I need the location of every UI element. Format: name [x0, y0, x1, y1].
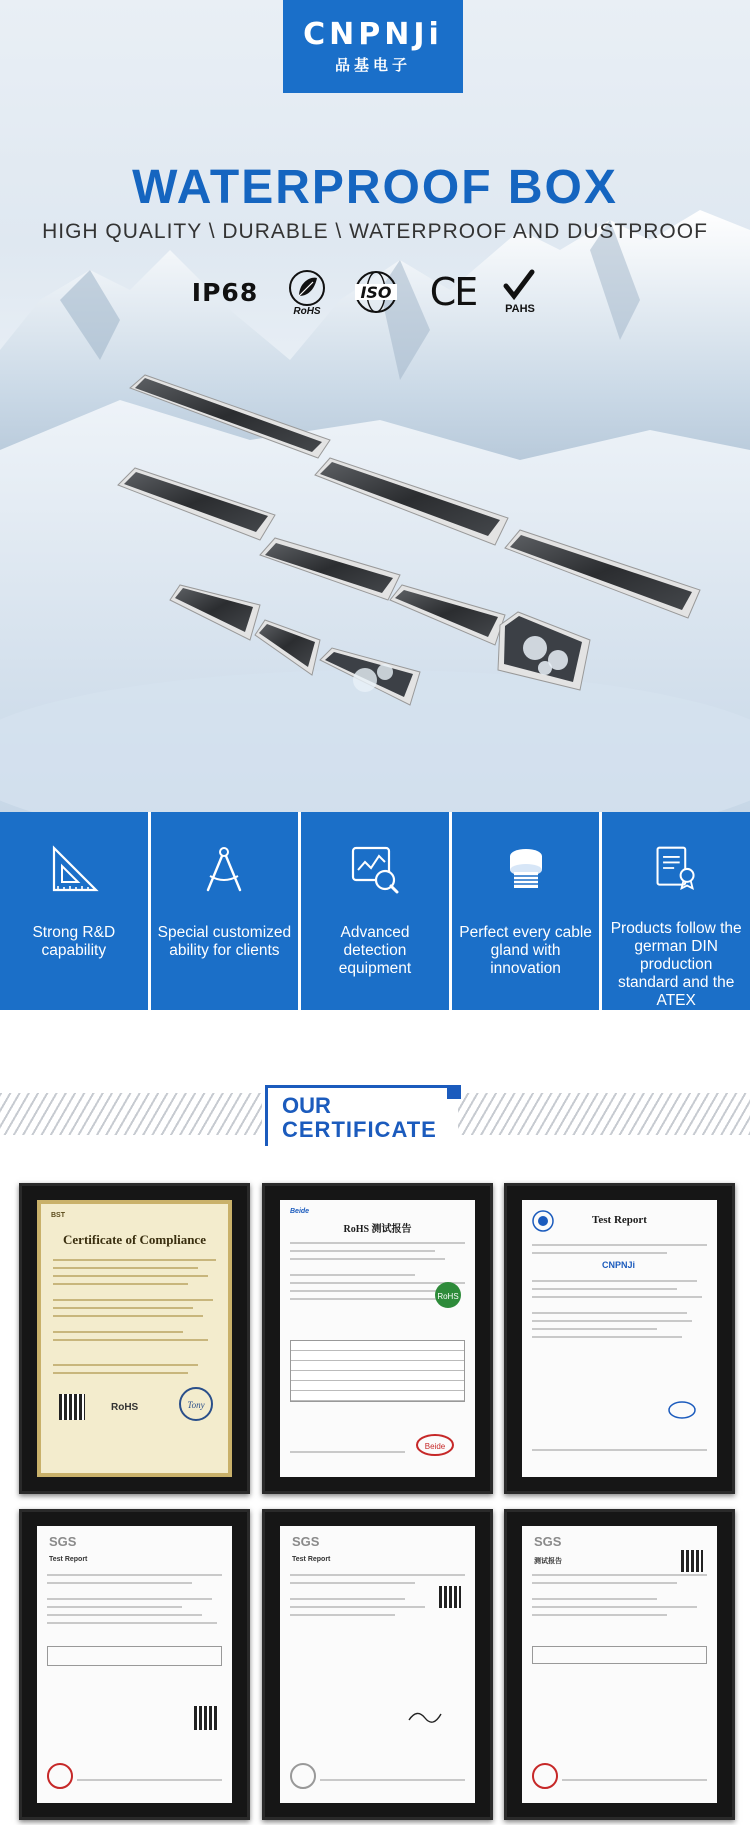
svg-text:RoHS: RoHS: [437, 1292, 459, 1301]
certificate-heading-box: [265, 1085, 458, 1146]
feature-text-standard: Products follow the german DIN production standard and the ATEX: [610, 920, 742, 1009]
left-stripes: [0, 1093, 262, 1135]
right-stripes: [458, 1093, 750, 1135]
pahs-label: PAHS: [505, 303, 535, 315]
iso-label: ISO: [360, 283, 392, 302]
certificate-document: [280, 1526, 475, 1803]
heading-line2: CERTIFICATE: [282, 1117, 437, 1142]
product-box-medium-left: [118, 468, 275, 540]
doc-header: Beide: [290, 1208, 310, 1215]
doc-title: Certificate of Compliance: [63, 1232, 206, 1247]
certificate-frame-6[interactable]: [504, 1509, 735, 1820]
feature-text-detection: Advanced detection equipment: [338, 924, 412, 977]
doc-header: CNPNJi: [602, 1260, 636, 1270]
compass-icon: [198, 844, 250, 896]
doc-title: 测试报告: [534, 1558, 562, 1565]
doc-header: SGS: [534, 1534, 562, 1549]
page-title: WATERPROOF BOX: [132, 161, 618, 214]
feature-card-custom: [151, 812, 299, 1010]
ce-label: CE: [429, 270, 477, 314]
product-box-small-left: [170, 585, 260, 640]
hero-banner: [0, 0, 750, 812]
certificate-frame-1[interactable]: [19, 1183, 250, 1494]
product-box-small-center: [255, 620, 320, 675]
doc-title: Test Report: [292, 1556, 331, 1563]
product-box-splash-right: [498, 612, 590, 690]
product-box-large-top: [130, 375, 330, 458]
heading-corner-accent: [447, 1085, 461, 1099]
cable-gland-icon: [500, 844, 552, 896]
feature-card-rd: [0, 812, 148, 1010]
ruler-triangle-icon: [48, 844, 100, 896]
doc-header: BST: [51, 1212, 65, 1219]
page-subtitle: HIGH QUALITY \ DURABLE \ WATERPROOF AND DUSTPROOF: [42, 220, 708, 243]
doc-title: RoHS 测试报告: [343, 1224, 412, 1235]
svg-text:Beide: Beide: [424, 1442, 446, 1451]
certificate-frame-4[interactable]: [19, 1509, 250, 1820]
feature-card-standard: [602, 812, 750, 1010]
ip68-label: IP68: [191, 277, 259, 307]
product-display: [0, 0, 750, 812]
certificate-document-icon: [650, 844, 702, 892]
feature-card-gland: [452, 812, 600, 1010]
feature-text-gland: Perfect every cable gland with innovation: [459, 924, 592, 977]
heading-line1: OUR: [282, 1093, 331, 1118]
doc-header: SGS: [49, 1534, 77, 1549]
product-box-medium-center: [260, 538, 400, 600]
certificate-frame-2[interactable]: [262, 1183, 493, 1494]
doc-title: Test Report: [49, 1556, 88, 1563]
feature-text-custom: Special customized ability for clients: [157, 924, 292, 959]
certificate-document: [522, 1200, 717, 1477]
brand-chinese-name: 品基电子: [334, 57, 411, 74]
certificate-document: [522, 1526, 717, 1803]
product-box-long-center: [315, 458, 508, 545]
certificate-frame-3[interactable]: [504, 1183, 735, 1494]
product-box-splash-left: [320, 648, 420, 705]
feature-text-rd: Strong R&D capability: [32, 924, 116, 959]
product-box-medium-mid: [390, 585, 505, 645]
feature-card-detection: [301, 812, 449, 1010]
feature-strip: [0, 812, 750, 1010]
doc-header: SGS: [292, 1534, 320, 1549]
certificate-document: [280, 1200, 475, 1477]
product-box-long-right: [505, 530, 700, 618]
doc-subtitle: RoHS: [111, 1402, 139, 1413]
rohs-label: RoHS: [293, 306, 321, 316]
svg-text:Tony: Tony: [187, 1400, 205, 1410]
doc-title: Test Report: [592, 1214, 647, 1226]
certificate-frame-5[interactable]: [262, 1509, 493, 1820]
chart-search-icon: [349, 844, 401, 896]
certificate-section-header: [0, 1085, 750, 1140]
certificate-document: [37, 1200, 232, 1477]
brand-name: CNPNJi: [303, 17, 443, 52]
certificate-document: [37, 1526, 232, 1803]
